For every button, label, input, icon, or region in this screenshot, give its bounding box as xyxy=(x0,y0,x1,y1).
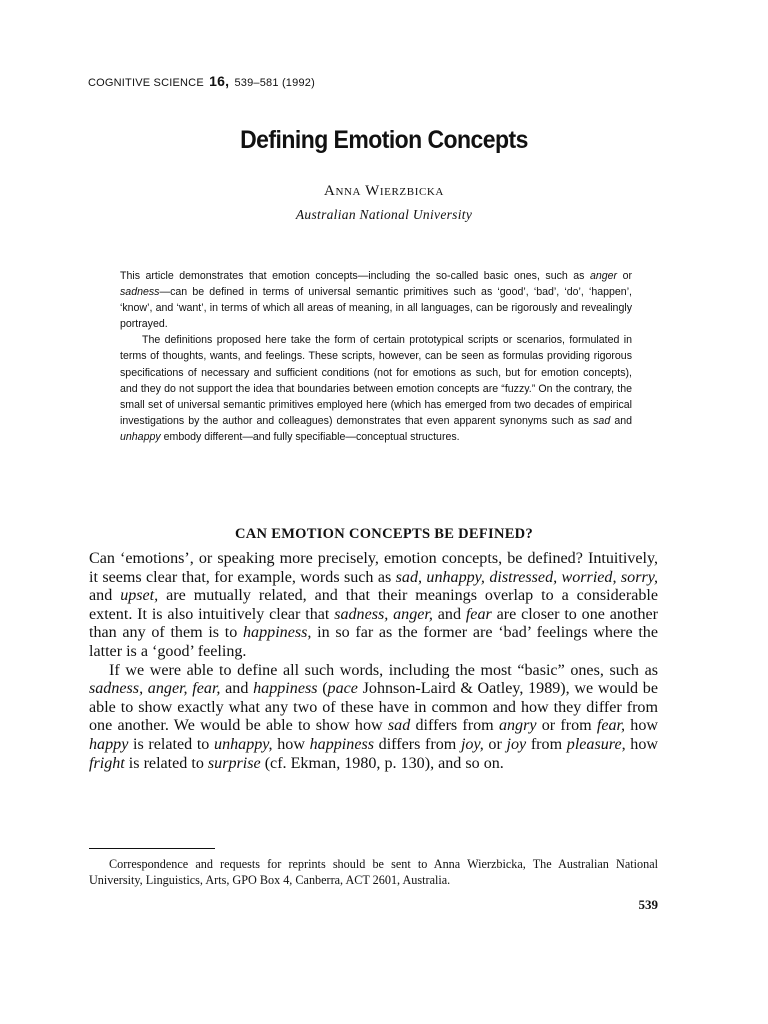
journal-name: COGNITIVE SCIENCE xyxy=(88,77,204,89)
section-heading: CAN EMOTION CONCEPTS BE DEFINED? xyxy=(234,526,534,542)
abstract-paragraph-1: This article demonstrates that emotion concepts—including the so-called basic ones, such as anger or sadness—can be defined in terms of universal semantic primitives such as ‘good’, ‘bad’, ‘do’, ‘happen’, ‘know’, and ‘want’, in terms of which all areas of meaning, in all languages, can be rigorously and revealingly portrayed. xyxy=(120,270,632,331)
article-title: Defining Emotion Concepts xyxy=(240,126,528,154)
journal-pages-year: 539–581 (1992) xyxy=(234,77,315,89)
journal-citation xyxy=(88,73,315,89)
footnote-divider xyxy=(89,848,215,849)
author-affiliation: Australian National University xyxy=(295,207,473,222)
footnote: Correspondence and requests for reprints should be sent to Anna Wierzbicka, The Australian National University, Linguistics, Arts, GPO Box 4, Canberra, ACT 2601, Australia. xyxy=(89,857,658,888)
page-number: 539 xyxy=(638,897,658,912)
abstract-paragraph-2: The definitions proposed here take the form of certain prototypical scripts or scenarios, formulated in terms of thoughts, wants, and feelings. These scripts, however, can be seen as formulas providing rigorous specifications of necessary and sufficient conditions (not for emotions as such, but for emotion concepts), and they do not support the idea that boundaries between emotion concepts are “fuzzy.” On the contrary, the small set of universal semantic primitives employed here (which has emerged from two decades of empirical investigations by the author and colleagues) demonstrates that even apparent synonyms such as sad and unhappy embody different—and fully specifiable—conceptual structures. xyxy=(120,334,632,443)
body-paragraph-2: If we were able to define all such words, including the most “basic” ones, such as sadness, anger, fear, and happiness (pace Johnson-Laird & Oatley, 1989), we would be able to show exactly what any two of these have in common and how they differ from one another. We would be able to show how sad differs from angry or from fear, how happy is related to unhappy, how happiness differs from joy, or joy from pleasure, how fright is related to surprise (cf. Ekman, 1980, p. 130), and so on. xyxy=(89,661,658,772)
author-name: Anna Wierzbicka xyxy=(324,183,444,199)
abstract xyxy=(120,268,632,445)
body-text xyxy=(89,550,658,773)
body-paragraph-1: Can ‘emotions’, or speaking more precisely, emotion concepts, be defined? Intuitively, it seems clear that, for example, words such as sad, unhappy, distressed, worried, sorry, and upset, are mutually related, and that their meanings overlap to a considerable extent. It is also intuitively clear that sadness, anger, and fear are closer to one another than any of them is to happiness, in so far as the former are ‘bad’ feelings where the latter is a ‘good’ feeling. xyxy=(89,550,658,660)
journal-volume: 16, xyxy=(209,73,230,89)
